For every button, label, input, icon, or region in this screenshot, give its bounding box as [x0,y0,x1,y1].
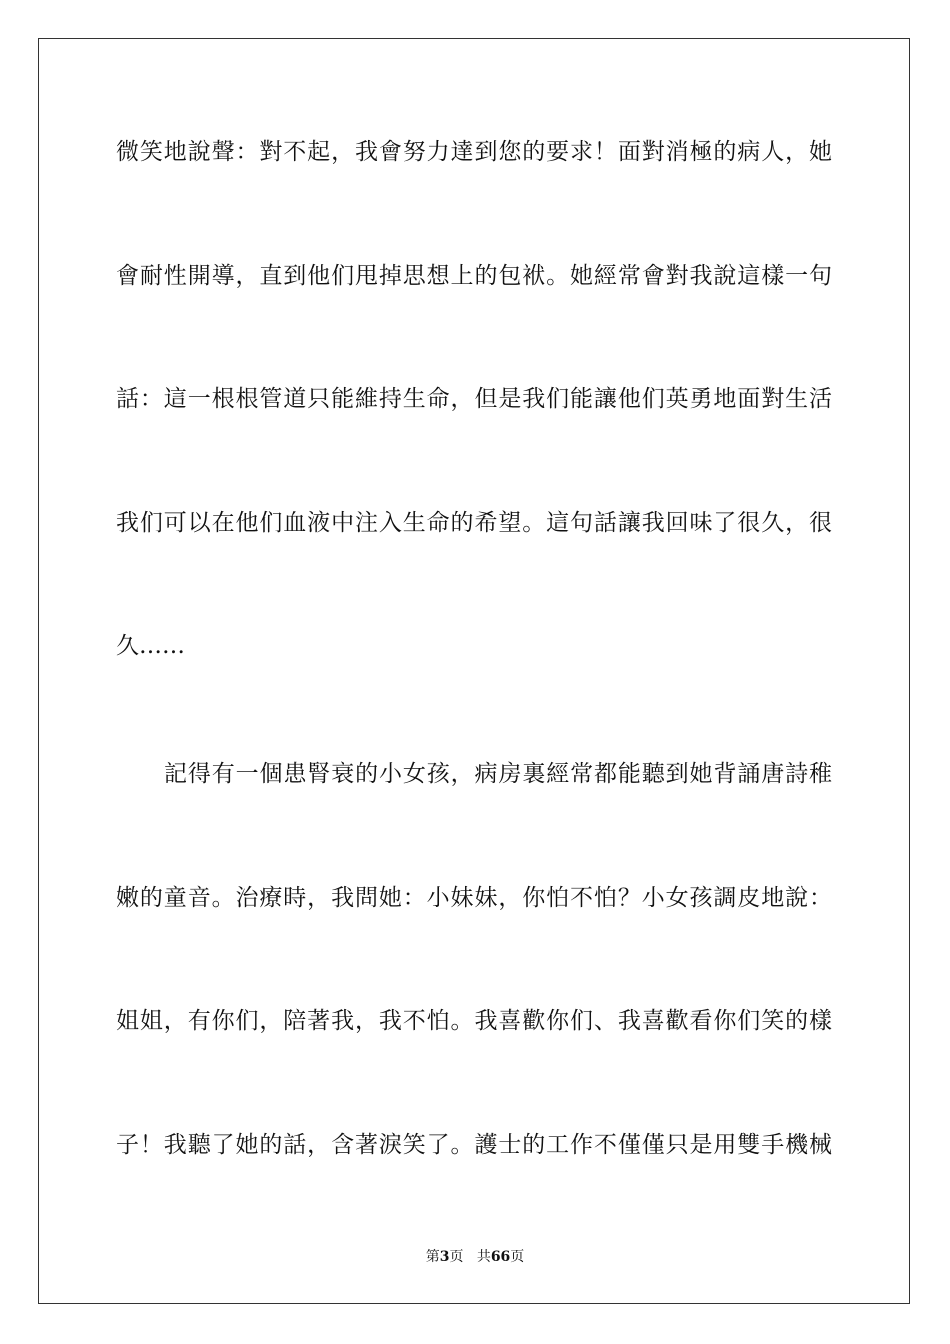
text-line-4: 我们可以在他们血液中注入生命的希望。這句話讓我回味了很久，很 [116,510,832,536]
total-prefix: 共 [476,1249,491,1265]
page-suffix: 页 [449,1249,464,1265]
text-line-2: 會耐性開導，直到他们甩掉思想上的包袱。她經常會對我說這樣一句 [116,263,832,289]
text-line-1: 微笑地說聲：對不起，我會努力達到您的要求！面對消極的病人，她 [116,139,832,165]
total-suffix: 页 [510,1249,525,1265]
paragraph-2-line-2: 嫩的童音。治療時，我問她：小妹妹，你怕不怕？小女孩調皮地說： [116,885,832,911]
paragraph-2-line-1: 記得有一個患腎衰的小女孩，病房裏經常都能聽到她背誦唐詩稚 [164,761,832,787]
page-number: 3 [439,1249,450,1265]
text-line-3: 話：這一根根管道只能維持生命，但是我们能讓他们英勇地面對生活 [116,386,832,412]
paragraph-2-line-3: 姐姐，有你们，陪著我，我不怕。我喜歡你们、我喜歡看你们笑的樣 [116,1008,832,1034]
text-line-5: 久…… [116,633,185,659]
page-border [38,38,910,1304]
total-pages: 66 [490,1249,511,1265]
page-footer [0,1248,950,1266]
paragraph-2-line-4: 子！我聽了她的話，含著淚笑了。護士的工作不僅僅只是用雙手機械 [116,1132,832,1158]
page-prefix: 第 [425,1249,440,1265]
